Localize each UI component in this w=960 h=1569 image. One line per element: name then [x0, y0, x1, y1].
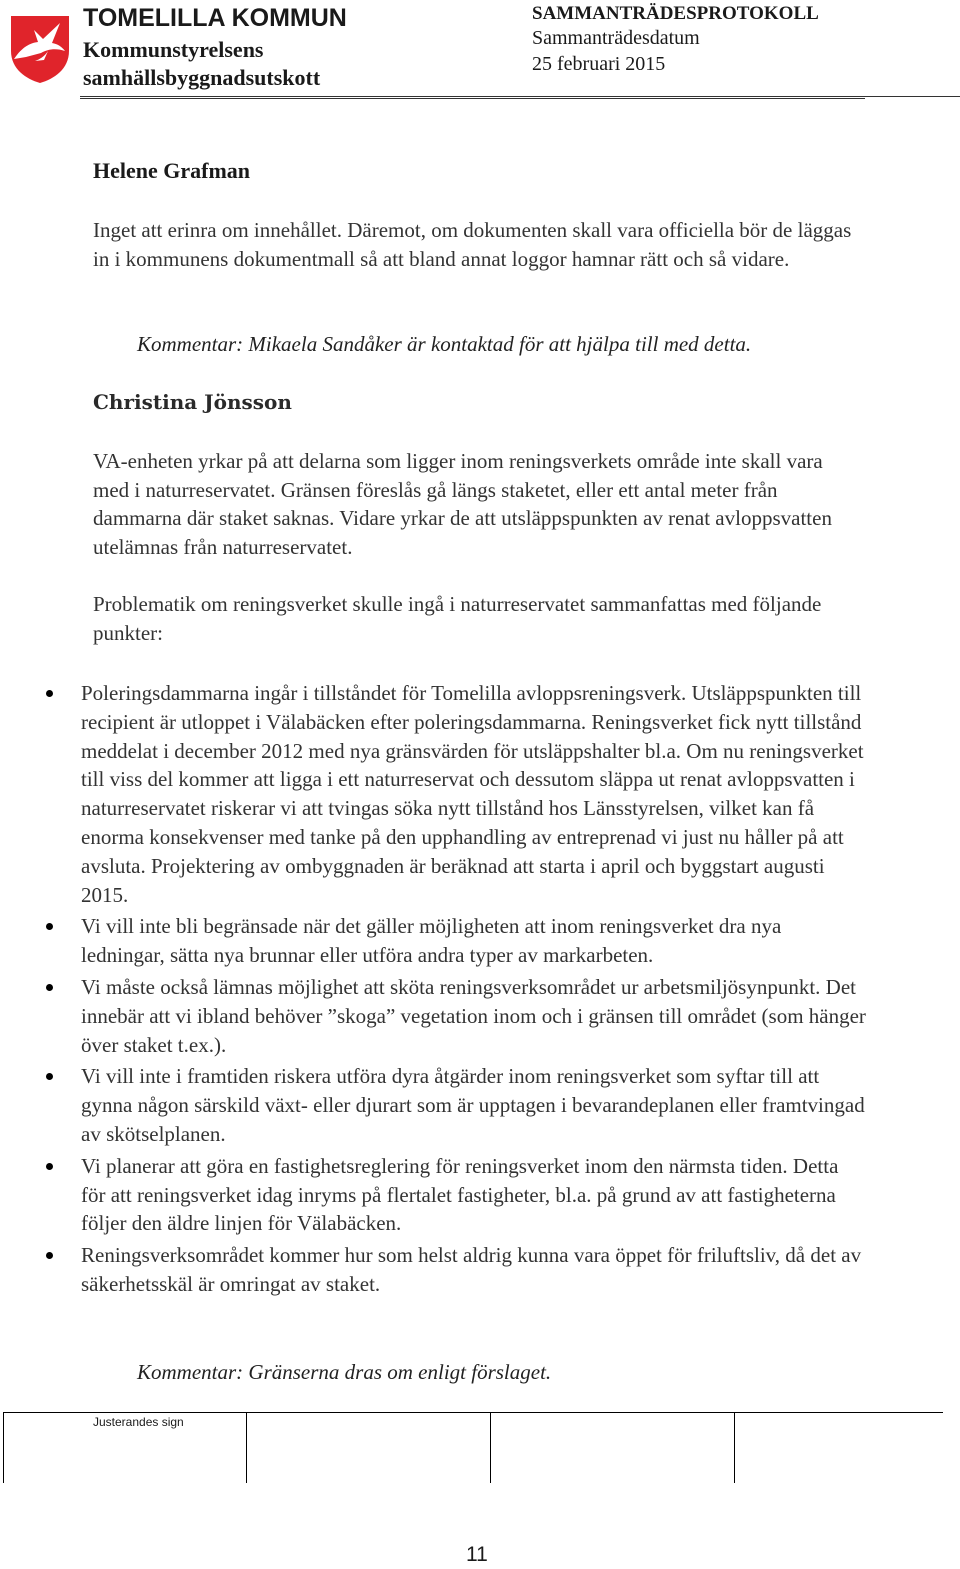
meeting-date-value: 25 februari 2015: [532, 53, 666, 75]
signature-cell-divider: [734, 1413, 735, 1483]
municipal-crest-bird-icon: [8, 13, 72, 85]
christina-comment: Kommentar: Gränserna dras om enligt förslaget.: [137, 1360, 552, 1384]
bullet-text: Vi vill inte i framtiden riskera utföra dyra åtgärder inom reningsverket som syftar till att gynna någon särskild växt- eller djurart som är upptagen i bevarandeplanen eller framtvingad av skötselplanen.: [81, 1064, 865, 1146]
problem-bullet-list: [38, 679, 868, 1302]
signature-cell-divider: [490, 1413, 491, 1483]
list-item: [38, 1241, 868, 1299]
page-number: 11: [466, 1543, 488, 1566]
bullet-text: Vi vill inte bli begränsade när det gäller möjligheten att inom reningsverket dra nya ledningar, sätta nya brunnar eller utföra andra typer av markarbeten.: [81, 914, 782, 968]
christina-statement: VA-enheten yrkar på att delarna som ligger inom reningsverkets område inte skall vara med i naturreservatet. Gränsen föreslås gå längs staketet, eller ett antal meter från dammarna där staket saknas. Vidare yrkar de att utsläppspunkten av renat avloppsvatten utelämnas från naturreservatet.: [93, 449, 832, 559]
list-item: [38, 912, 868, 970]
committee-name: [83, 36, 320, 92]
committee-line-2: samhällsbyggnadsutskott: [83, 65, 321, 90]
bullet-text: Reningsverksområdet kommer hur som helst aldrig kunna vara öppet för friluftsliv, då det av säkerhetsskäl är omringat av staket.: [81, 1243, 862, 1296]
bullet-icon: [46, 923, 53, 930]
header-divider-secondary: [80, 98, 865, 99]
helene-comment: Kommentar: Mikaela Sandåker är kontaktad för att hjälpa till med detta.: [137, 332, 752, 356]
bullet-icon: [46, 1252, 53, 1259]
bullet-icon: [46, 1073, 53, 1080]
bullet-icon: [46, 984, 53, 991]
list-item: [38, 1152, 868, 1238]
organization-name: TOMELILLA KOMMUN: [83, 4, 347, 32]
document-type: SAMMANTRÄDESPROTOKOLL: [532, 3, 819, 24]
bullet-text: Poleringsdammarna ingår i tillståndet för Tomelilla avloppsreningsverk. Utsläppspunkten till recipient är utloppet i Välabäcken efter poleringsdammarna. Reningsverket fick nytt tillstånd meddelat i december 2012 med nya gränsvärden för utsläppshalter bl.a. Om nu reningsverket till viss del kommer att ligga i ett naturreservat och dessutom släppa ut renat avloppsvatten i naturreservatet riskerar vi att tvingas söka nytt tillstånd hos Länsstyrelsen, vilket kan få enorma konsekvenser med tanke på den upphandling av entreprenad vi just nu håller på att avsluta. Projektering av ombyggnaden är beräknad att starta i april och byggstart augusti 2015.: [81, 681, 864, 907]
bullet-icon: [46, 1163, 53, 1170]
signature-cell-divider: [3, 1413, 4, 1483]
committee-line-1: Kommunstyrelsens: [83, 37, 264, 62]
signature-cell-divider: [246, 1413, 247, 1483]
speaker-name-christina: Christina Jönsson: [93, 390, 292, 414]
helene-statement: Inget att erinra om innehållet. Däremot, om dokumenten skall vara officiella bör de läggas in i kommunens dokumentmall så att bland annat loggor hamnar rätt och så vidare.: [93, 218, 852, 271]
bullet-icon: [46, 690, 53, 697]
list-item: [38, 1062, 868, 1148]
header-divider: [80, 96, 960, 97]
list-item: [38, 679, 868, 909]
bullet-text: Vi måste också lämnas möjlighet att sköta reningsverksområdet ur arbetsmiljösynpunkt. Det innebär att vi ibland behöver ”skoga” vegetation inom och i gränsen till området (som hänger över staket t.ex.).: [81, 974, 866, 1057]
signature-label: Justerandes sign: [93, 1415, 184, 1429]
problem-intro: Problematik om reningsverket skulle ingå i naturreservatet sammanfattas med följande punkter:: [93, 592, 822, 645]
speaker-name-helene: Helene Grafman: [93, 158, 251, 183]
list-item: [38, 973, 868, 1059]
meeting-date-label: Sammanträdesdatum: [532, 27, 700, 49]
bullet-text: Vi planerar att göra en fastighetsreglering för reningsverket inom den närmsta tiden. Detta för att reningsverket idag inryms på flertalet fastigheter, bl.a. på grund av att fastigheterna följer den äldre linjen för Välabäcken.: [81, 1153, 839, 1236]
